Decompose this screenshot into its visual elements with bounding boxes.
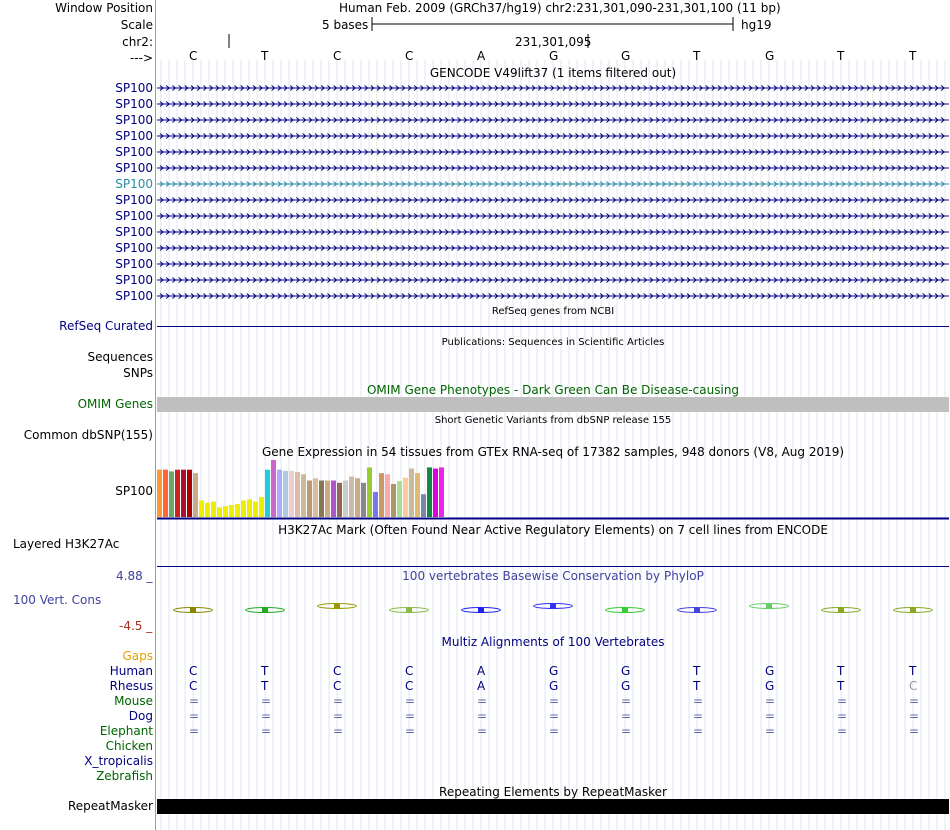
scale-label: Scale bbox=[120, 18, 153, 32]
gtex-bar bbox=[205, 503, 210, 517]
multiz-gaps-label[interactable]: Gaps bbox=[122, 649, 153, 663]
omim-bar bbox=[157, 397, 949, 412]
gtex-bar bbox=[259, 497, 264, 517]
multiz-base: = bbox=[261, 724, 272, 738]
gtex-bar bbox=[157, 470, 162, 517]
gtex-bar bbox=[379, 473, 384, 517]
gtex-bar bbox=[223, 506, 228, 517]
gtex-bar bbox=[421, 494, 426, 517]
multiz-base: T bbox=[693, 664, 701, 678]
gtex-bar bbox=[271, 460, 276, 517]
multiz-base: = bbox=[765, 709, 776, 723]
multiz-base: = bbox=[333, 694, 344, 708]
gencode-item-label[interactable]: SP100 bbox=[115, 113, 153, 127]
multiz-title[interactable]: Multiz Alignments of 100 Vertebrates bbox=[441, 635, 665, 649]
multiz-species-label[interactable]: Chicken bbox=[105, 739, 153, 753]
multiz-base: A bbox=[477, 679, 486, 693]
gtex-bar bbox=[427, 467, 432, 517]
multiz-base: T bbox=[261, 679, 269, 693]
repeatmasker-title[interactable]: Repeating Elements by RepeatMasker bbox=[439, 785, 667, 799]
window-position-label: Window Position bbox=[55, 1, 153, 15]
multiz-base: G bbox=[549, 679, 559, 693]
omim-title[interactable]: OMIM Gene Phenotypes - Dark Green Can Be Disease-causing bbox=[366, 383, 740, 397]
strand-arrow-label: ---> bbox=[129, 51, 153, 65]
gtex-bar bbox=[385, 474, 390, 517]
gtex-bar bbox=[439, 467, 444, 517]
multiz-base: C bbox=[189, 679, 198, 693]
multiz-base: = bbox=[621, 724, 632, 738]
gencode-item-label[interactable]: SP100 bbox=[115, 129, 153, 143]
phylop-score-mark bbox=[406, 608, 412, 612]
multiz-base: = bbox=[333, 709, 344, 723]
gtex-bar bbox=[169, 471, 174, 517]
multiz-base: C bbox=[333, 679, 342, 693]
multiz-species-label[interactable]: Mouse bbox=[114, 694, 153, 708]
gtex-bar bbox=[361, 483, 366, 517]
multiz-base: T bbox=[837, 679, 845, 693]
gencode-item-label[interactable]: SP100 bbox=[115, 225, 153, 239]
multiz-base: T bbox=[693, 679, 701, 693]
phylop-score-mark bbox=[622, 608, 628, 612]
publications-snps-label[interactable]: SNPs bbox=[123, 366, 153, 380]
gtex-bar bbox=[277, 470, 282, 517]
multiz-species-label[interactable]: Zebrafish bbox=[96, 769, 153, 783]
multiz-base: C bbox=[405, 664, 414, 678]
repeatmasker-bar bbox=[157, 799, 949, 814]
phylop-label[interactable]: 100 Vert. Cons bbox=[13, 593, 102, 607]
multiz-base: = bbox=[477, 694, 488, 708]
gencode-item-label[interactable]: SP100 bbox=[115, 241, 153, 255]
phylop-score-mark bbox=[694, 608, 700, 612]
multiz-base: C bbox=[909, 679, 918, 693]
multiz-base: C bbox=[405, 679, 414, 693]
multiz-base: = bbox=[477, 709, 488, 723]
repeatmasker-label[interactable]: RepeatMasker bbox=[67, 799, 153, 813]
gtex-bar bbox=[415, 473, 420, 517]
base-letter: C bbox=[189, 49, 198, 63]
gencode-item-label[interactable]: SP100 bbox=[115, 257, 153, 271]
multiz-species-label[interactable]: Human bbox=[109, 664, 153, 678]
multiz-base: = bbox=[837, 724, 848, 738]
multiz-base: = bbox=[765, 724, 776, 738]
gtex-bar bbox=[331, 481, 336, 517]
dbsnp-title[interactable]: Short Genetic Variants from dbSNP release 155 bbox=[434, 415, 672, 426]
gtex-bar bbox=[193, 473, 198, 517]
multiz-base: = bbox=[405, 694, 416, 708]
multiz-base: T bbox=[261, 664, 269, 678]
base-letter: C bbox=[405, 49, 414, 63]
gtex-bar bbox=[349, 477, 354, 517]
multiz-species-label[interactable]: X_tropicalis bbox=[84, 754, 153, 768]
base-letter: G bbox=[765, 49, 775, 63]
multiz-base: = bbox=[909, 709, 920, 723]
gtex-bar bbox=[289, 471, 294, 517]
multiz-base: G bbox=[765, 664, 775, 678]
phylop-score-mark bbox=[262, 608, 268, 612]
multiz-base: = bbox=[837, 709, 848, 723]
publications-title[interactable]: Publications: Sequences in Scientific Articles bbox=[441, 337, 665, 348]
gtex-bar bbox=[355, 478, 360, 517]
gtex-bar bbox=[397, 481, 402, 517]
gencode-item-label[interactable]: SP100 bbox=[115, 97, 153, 111]
gencode-item-label[interactable]: SP100 bbox=[115, 289, 153, 303]
multiz-base: = bbox=[261, 694, 272, 708]
phylop-title[interactable]: 100 vertebrates Basewise Conservation by PhyloP bbox=[402, 569, 704, 583]
gtex-bar bbox=[307, 481, 312, 517]
gtex-bar bbox=[229, 505, 234, 517]
multiz-base: = bbox=[549, 694, 560, 708]
gencode-item-label[interactable]: SP100 bbox=[115, 193, 153, 207]
multiz-base: = bbox=[693, 709, 704, 723]
phylop-max-label: 4.88 _ bbox=[116, 569, 153, 583]
multiz-base: = bbox=[477, 724, 488, 738]
base-letter: T bbox=[261, 49, 269, 63]
multiz-base: T bbox=[837, 664, 845, 678]
gtex-bar bbox=[301, 474, 306, 517]
gtex-bar bbox=[313, 478, 318, 517]
gtex-bar bbox=[409, 469, 414, 517]
gencode-item-label[interactable]: SP100 bbox=[115, 145, 153, 159]
gtex-bar bbox=[325, 481, 330, 517]
phylop-score-mark bbox=[190, 608, 196, 612]
multiz-base: = bbox=[333, 724, 344, 738]
gtex-bar bbox=[343, 481, 348, 517]
multiz-base: = bbox=[549, 709, 560, 723]
gtex-title[interactable]: Gene Expression in 54 tissues from GTEx RNA-seq of 17382 samples, 948 donors (V8, Aug 2019) bbox=[261, 445, 845, 459]
h3k27ac-label[interactable]: Layered H3K27Ac bbox=[13, 537, 120, 551]
multiz-species-label[interactable]: Rhesus bbox=[109, 679, 153, 693]
phylop-score-mark bbox=[838, 608, 844, 612]
gtex-bar bbox=[199, 500, 204, 517]
phylop-score-mark bbox=[766, 604, 772, 608]
gtex-bar bbox=[433, 469, 438, 517]
gtex-bar bbox=[247, 499, 252, 517]
multiz-base: = bbox=[621, 694, 632, 708]
refseq-label[interactable]: RefSeq Curated bbox=[59, 319, 153, 333]
gencode-item-label[interactable]: SP100 bbox=[115, 161, 153, 175]
multiz-base: G bbox=[549, 664, 559, 678]
h3k27ac-title[interactable]: H3K27Ac Mark (Often Found Near Active Regulatory Elements) on 7 cell lines from ENCODE bbox=[278, 523, 828, 537]
gtex-bar bbox=[391, 484, 396, 517]
multiz-species-label[interactable]: Dog bbox=[128, 709, 153, 723]
gtex-bar bbox=[403, 478, 408, 517]
gtex-bar bbox=[181, 470, 186, 517]
multiz-base: = bbox=[189, 709, 200, 723]
gtex-bar bbox=[319, 481, 324, 517]
gencode-title[interactable]: GENCODE V49lift37 (1 items filtered out) bbox=[429, 66, 677, 80]
gtex-bar bbox=[295, 472, 300, 517]
multiz-base: = bbox=[261, 709, 272, 723]
multiz-base: = bbox=[909, 694, 920, 708]
base-letter: T bbox=[909, 49, 917, 63]
multiz-base: = bbox=[837, 694, 848, 708]
window-title: Human Feb. 2009 (GRCh37/hg19) chr2:231,301,090-231,301,100 (11 bp) bbox=[339, 1, 781, 15]
gtex-label[interactable]: SP100 bbox=[115, 484, 153, 498]
dbsnp-label[interactable]: Common dbSNP(155) bbox=[23, 428, 153, 442]
multiz-base: G bbox=[765, 679, 775, 693]
base-letter: G bbox=[621, 49, 631, 63]
gtex-bar bbox=[217, 507, 222, 517]
gencode-item-label[interactable]: SP100 bbox=[115, 81, 153, 95]
multiz-base: = bbox=[765, 694, 776, 708]
phylop-score-mark bbox=[478, 608, 484, 612]
multiz-base: C bbox=[189, 664, 198, 678]
gtex-bar bbox=[337, 483, 342, 517]
chr-label: chr2: bbox=[122, 35, 153, 49]
coordinate-text: 231,301,095 bbox=[515, 35, 592, 49]
base-letter: T bbox=[693, 49, 701, 63]
gtex-bar bbox=[373, 492, 378, 517]
base-letter: C bbox=[333, 49, 342, 63]
phylop-min-label: -4.5 _ bbox=[119, 619, 153, 633]
phylop-score-mark bbox=[334, 604, 340, 608]
base-letter: A bbox=[477, 49, 486, 63]
multiz-base: = bbox=[693, 694, 704, 708]
gtex-bar bbox=[241, 500, 246, 517]
refseq-title[interactable]: RefSeq genes from NCBI bbox=[491, 306, 615, 317]
gtex-bar bbox=[235, 504, 240, 517]
multiz-base: = bbox=[549, 724, 560, 738]
multiz-base: = bbox=[909, 724, 920, 738]
multiz-base: C bbox=[333, 664, 342, 678]
gtex-bar bbox=[253, 502, 258, 517]
gencode-item-label[interactable]: SP100 bbox=[115, 177, 153, 191]
gencode-item-label[interactable]: SP100 bbox=[115, 209, 153, 223]
gtex-bar bbox=[283, 471, 288, 517]
multiz-base: = bbox=[621, 709, 632, 723]
multiz-species-label[interactable]: Elephant bbox=[99, 724, 153, 738]
multiz-base: = bbox=[693, 724, 704, 738]
gtex-bar bbox=[187, 470, 192, 517]
multiz-base: = bbox=[189, 694, 200, 708]
publications-sequences-label[interactable]: Sequences bbox=[87, 350, 153, 364]
gtex-bar bbox=[175, 470, 180, 517]
multiz-base: G bbox=[621, 679, 631, 693]
gtex-bar bbox=[163, 470, 168, 517]
gtex-bar bbox=[367, 467, 372, 517]
base-letter: T bbox=[837, 49, 845, 63]
multiz-base: = bbox=[405, 709, 416, 723]
gtex-bar bbox=[265, 470, 270, 517]
gencode-item-label[interactable]: SP100 bbox=[115, 273, 153, 287]
multiz-base: A bbox=[477, 664, 486, 678]
multiz-base: G bbox=[621, 664, 631, 678]
multiz-base: = bbox=[405, 724, 416, 738]
phylop-score-mark bbox=[550, 604, 556, 608]
multiz-base: T bbox=[909, 664, 917, 678]
assembly-label: hg19 bbox=[741, 18, 772, 32]
omim-label[interactable]: OMIM Genes bbox=[77, 397, 153, 411]
multiz-base: = bbox=[189, 724, 200, 738]
gtex-bar bbox=[211, 502, 216, 517]
phylop-score-mark bbox=[910, 608, 916, 612]
scale-text: 5 bases bbox=[322, 18, 369, 32]
base-letter: G bbox=[549, 49, 559, 63]
